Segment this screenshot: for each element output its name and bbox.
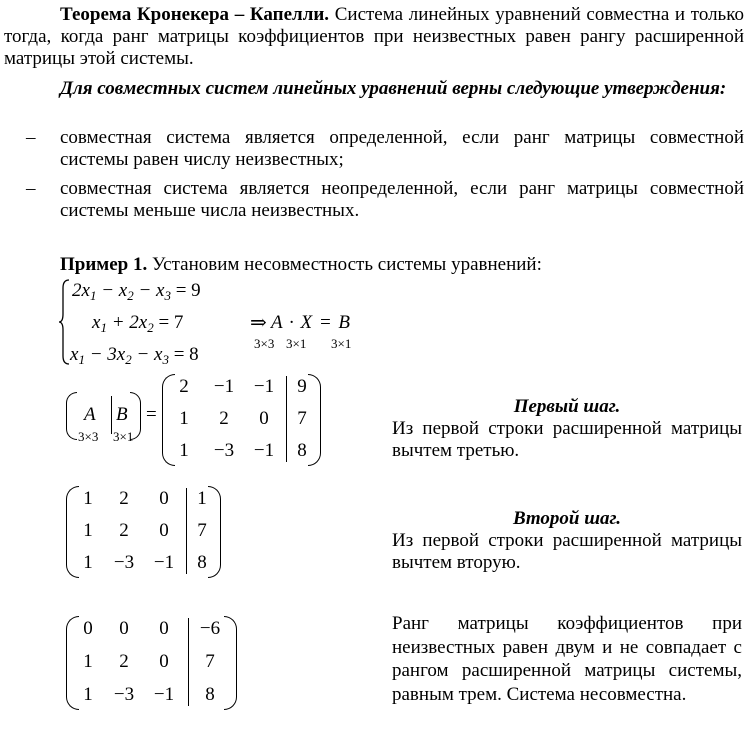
matrix-cell: −3 <box>213 440 235 461</box>
matrix-cell: 7 <box>205 651 215 672</box>
dim-x: 3×1 <box>286 336 307 351</box>
step-2-heading: Второй шаг. <box>512 508 622 529</box>
matrix-cell: 8 <box>297 440 307 461</box>
matrix-cell: 2 <box>119 520 129 541</box>
matrix-cell: 0 <box>159 488 169 509</box>
matrix-cell: 0 <box>119 618 129 639</box>
matrix-cell: −1 <box>153 552 175 573</box>
equation-2: $x_1 + 2x_2 = 7$ <box>92 312 184 335</box>
matrix-cell: 1 <box>83 651 93 672</box>
equation-system <box>58 278 358 370</box>
matrix-cell: 7 <box>297 408 307 429</box>
matrix-cell: 0 <box>259 408 269 429</box>
matrix-cell: 2 <box>119 488 129 509</box>
matrix-2 <box>66 484 236 580</box>
matrix-cell: −3 <box>113 684 135 705</box>
matrix-cell: 0 <box>83 618 93 639</box>
matrix-cell: 1 <box>83 488 93 509</box>
equation-1: $2x_1 - x_2 - x_3 = 9$ <box>72 280 201 303</box>
matrix-equation: A · X = B <box>270 312 352 333</box>
list-item: – совместная система является определенной, если ранг матрицы совместной системы равен числу неизвестных; <box>26 127 744 170</box>
conclusion-text: Ранг матрицы коэффициентов при неизвестных равен двум и не совпадает с рангом расширенной матрицы системы, равным трем. Система несовместна. <box>392 613 742 705</box>
matrix-cell: −6 <box>199 618 221 639</box>
list-item: – совместная система является неопределенной, если ранг матрицы совместной системы меньше числа неизвестных. <box>26 178 744 221</box>
step-2-text: Второй шаг. Из первой строки расширенной матрицы вычтем вторую. <box>392 508 742 573</box>
matrix-cell: 1 <box>179 408 189 429</box>
dim-b: 3×1 <box>331 336 352 351</box>
dash-mark: – <box>26 127 36 148</box>
matrix-cell: 1 <box>83 520 93 541</box>
matrix-cell: 1 <box>197 488 207 509</box>
implies-arrow: ⇒ <box>250 312 267 334</box>
dash-mark: – <box>26 178 36 199</box>
matrix-cell: 0 <box>159 520 169 541</box>
dim-a: 3×3 <box>254 336 275 351</box>
matrix-cell: −1 <box>153 684 175 705</box>
matrix-cell: −1 <box>253 376 275 397</box>
example-heading: Пример 1. Установим несовместность системы уравнений: <box>60 254 542 275</box>
matrix-cell: −1 <box>213 376 235 397</box>
matrix-cell: 2 <box>119 651 129 672</box>
matrix-cell: 2 <box>219 408 229 429</box>
matrix-cell: 1 <box>179 440 189 461</box>
matrix-cell: 1 <box>83 552 93 573</box>
matrix-cell: 8 <box>197 552 207 573</box>
matrix-cell: 2 <box>179 376 189 397</box>
matrix-cell: 0 <box>159 651 169 672</box>
matrix-cell: −3 <box>113 552 135 573</box>
matrix-cell: 9 <box>297 376 307 397</box>
theorem-title: Теорема Кронекера – Капелли. <box>60 4 330 25</box>
matrix-1 <box>162 372 332 468</box>
example-label: Пример 1. <box>60 254 148 275</box>
matrix-cell: 0 <box>159 618 169 639</box>
step-1-heading: Первый шаг. <box>513 396 621 417</box>
matrix-cell: −1 <box>253 440 275 461</box>
augmented-label: A 3×3 B 3×1 = <box>66 384 166 446</box>
matrix-cell: 8 <box>205 684 215 705</box>
statements-list <box>26 127 744 222</box>
theorem-text: Система линейных уравнений совместна и только тогда, когда ранг матрицы коэффициентов при неизвестных равен рангу расширенной матрицы этой системы. <box>4 4 744 69</box>
equation-3: $x_1 - 3x_2 - x_3 = 8$ <box>70 344 199 367</box>
matrix-3 <box>66 614 246 710</box>
statements-heading: Для совместных систем линейных уравнений верны следующие утверждения: <box>60 78 727 99</box>
matrix-cell: 1 <box>83 684 93 705</box>
step-1-text: Первый шаг. Из первой строки расширенной матрицы вычтем третью. <box>392 396 742 461</box>
matrix-cell: 7 <box>197 520 207 541</box>
theorem-paragraph <box>4 4 744 70</box>
